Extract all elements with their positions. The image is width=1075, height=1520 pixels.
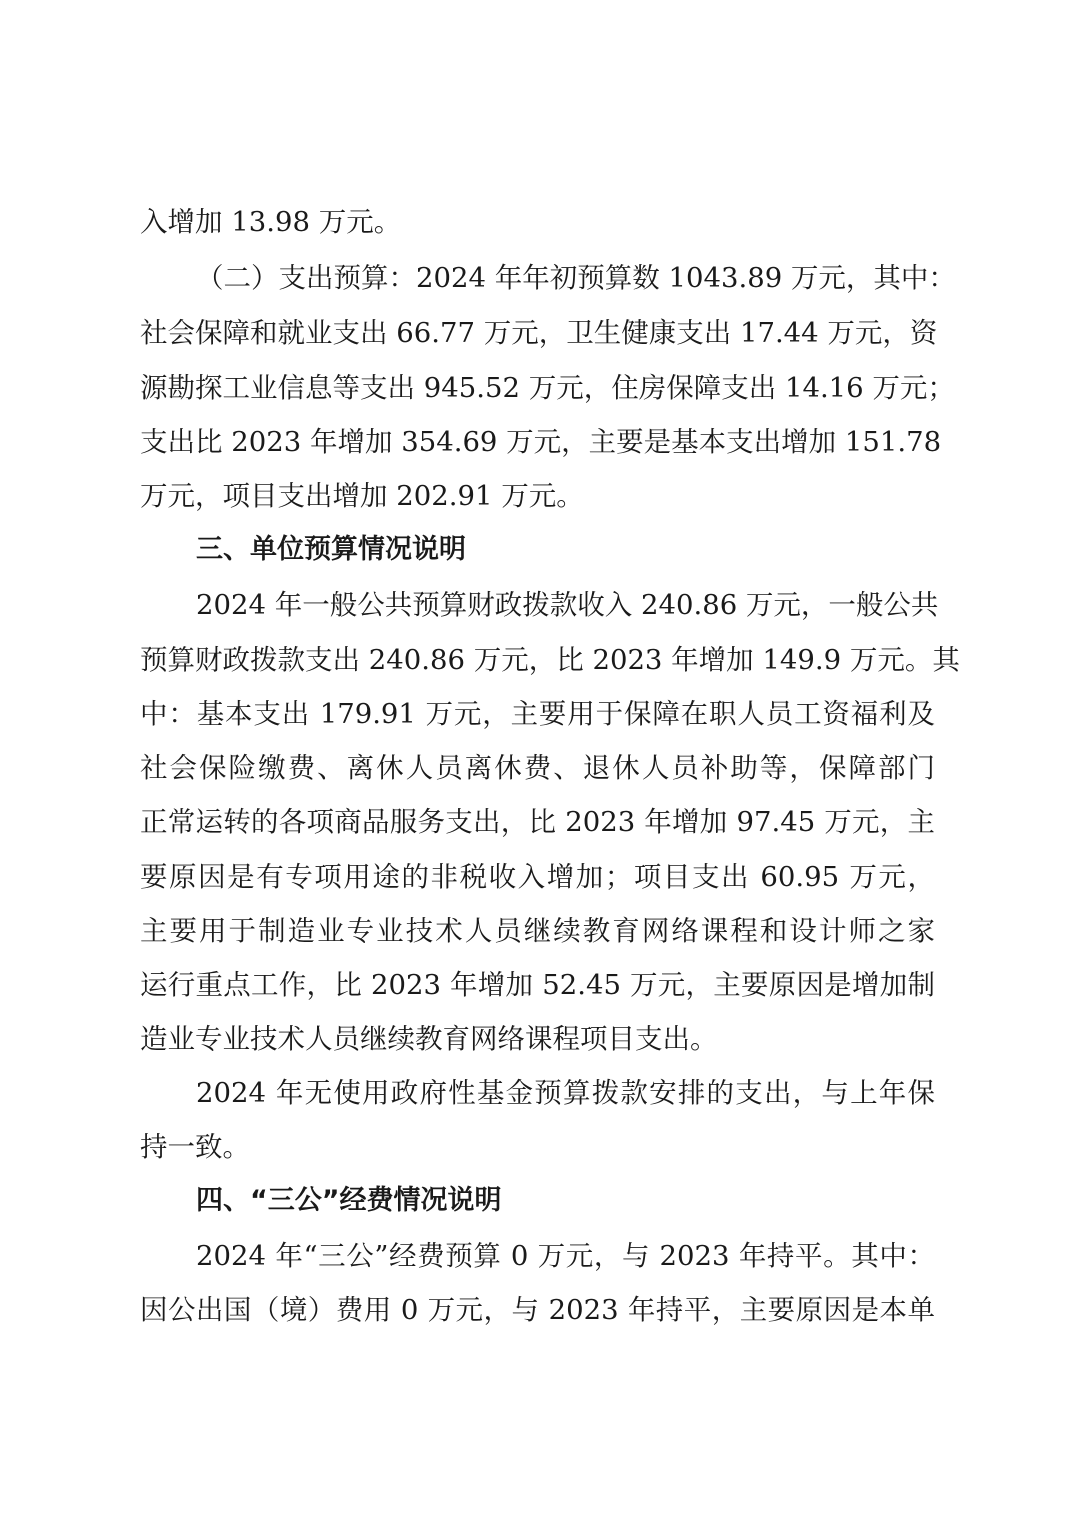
paragraph-line: 正常运转的各项商品服务支出，比 2023 年增加 97.45 万元，主 — [140, 806, 935, 838]
paragraph-line: 预算财政拨款支出 240.86 万元，比 2023 年增加 149.9 万元。其 — [140, 644, 960, 676]
paragraph-line: 要原因是有专项用途的非税收入增加；项目支出 60.95 万元， — [140, 861, 935, 893]
paragraph-line: 2024 年“三公”经费预算 0 万元，与 2023 年持平。其中： — [196, 1240, 935, 1272]
paragraph-line: 持一致。 — [140, 1131, 250, 1163]
paragraph-line: 因公出国（境）费用 0 万元，与 2023 年持平，主要原因是本单 — [140, 1294, 935, 1326]
paragraph-line: 运行重点工作，比 2023 年增加 52.45 万元，主要原因是增加制 — [140, 969, 935, 1001]
section-heading-three-public-expenses: 四、“三公”经费情况说明 — [196, 1185, 502, 1216]
paragraph-line: 主要用于制造业专业技术人员继续教育网络课程和设计师之家 — [140, 915, 935, 947]
subheading-expenditure-budget: （二）支出预算：2024 年年初预算数 1043.89 万元，其中： — [196, 262, 956, 294]
paragraph-line: 社会保险缴费、离休人员离休费、退休人员补助等，保障部门 — [140, 752, 935, 784]
paragraph-line: 源勘探工业信息等支出 945.52 万元，住房保障支出 14.16 万元； — [140, 372, 955, 404]
paragraph-line: 社会保障和就业支出 66.77 万元，卫生健康支出 17.44 万元，资 — [140, 317, 938, 349]
section-heading-unit-budget: 三、单位预算情况说明 — [196, 534, 466, 565]
paragraph-line: 入增加 13.98 万元。 — [140, 206, 402, 238]
paragraph-line: 万元，项目支出增加 202.91 万元。 — [140, 480, 584, 512]
paragraph-line: 造业专业技术人员继续教育网络课程项目支出。 — [140, 1023, 718, 1055]
paragraph-line: 支出比 2023 年增加 354.69 万元，主要是基本支出增加 151.78 — [140, 426, 942, 458]
paragraph-line: 中：基本支出 179.91 万元，主要用于保障在职人员工资福利及 — [140, 698, 935, 730]
paragraph-line: 2024 年一般公共预算财政拨款收入 240.86 万元，一般公共 — [196, 589, 939, 621]
paragraph-line: 2024 年无使用政府性基金预算拨款安排的支出，与上年保 — [196, 1077, 935, 1109]
